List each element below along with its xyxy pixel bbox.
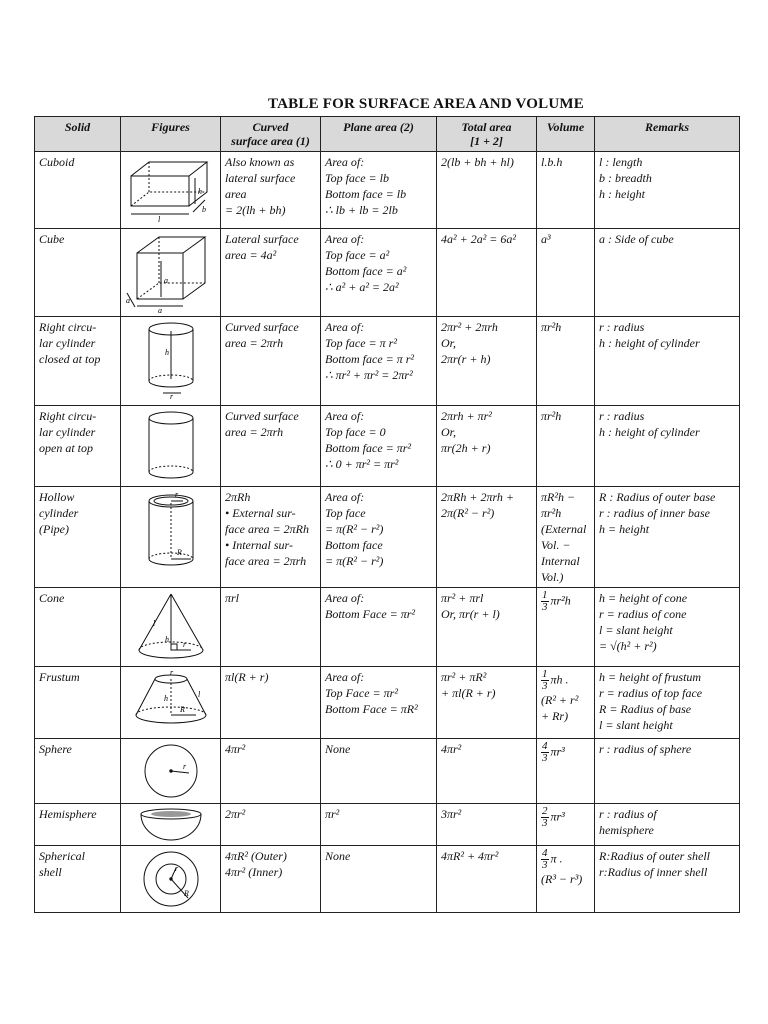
cube-label-a-depth: a — [126, 296, 130, 305]
closed-cylinder-label-r: r — [169, 392, 173, 399]
curved-area-cell — [221, 229, 321, 317]
solid-cell — [35, 317, 121, 406]
total-line: πr(2h + r) — [441, 441, 491, 455]
frustum-label-l: l — [197, 690, 200, 699]
solid-line: open at top — [39, 441, 93, 455]
solid-line: Hollow — [39, 490, 75, 504]
remarks-line: hemisphere — [599, 823, 654, 837]
cone-figure — [131, 590, 211, 664]
volume-expression: πr³ — [550, 744, 565, 759]
plane-line: Bottom face = πr² — [325, 441, 412, 455]
volume-expression: πh . — [550, 672, 569, 687]
total-area-cell — [437, 588, 537, 667]
volume-cell — [537, 804, 595, 846]
volume-extra-line: + Rr) — [541, 709, 569, 723]
volume-cell — [537, 739, 595, 804]
fraction-denominator: 3 — [542, 752, 548, 764]
total-line: 3πr² — [441, 807, 462, 821]
frustum-label-h: h — [163, 694, 168, 703]
plane-area-cell — [321, 846, 437, 913]
curved-line: area — [225, 187, 247, 201]
volume-line: a³ — [541, 232, 551, 246]
remarks-cell — [595, 739, 740, 804]
open-cylinder-figure — [141, 408, 201, 484]
fraction-numerator: 2 — [542, 805, 548, 817]
solid-line: Cube — [39, 232, 65, 246]
plane-line: Area of: — [325, 320, 365, 334]
sphere-label-r: r — [182, 762, 186, 771]
curved-line: πrl — [225, 591, 240, 605]
total-area-cell — [437, 406, 537, 487]
remarks-line: h : height — [599, 187, 645, 201]
plane-line: None — [325, 742, 351, 756]
remarks-line: r:Radius of inner shell — [599, 865, 708, 879]
header-volume: Volume — [537, 117, 595, 152]
curved-line: πl(R + r) — [225, 670, 269, 684]
solid-line: Sphere — [39, 742, 72, 756]
fraction-numerator: 1 — [542, 589, 548, 601]
solid-line: Right circu- — [39, 409, 97, 423]
curved-area-cell — [221, 739, 321, 804]
total-area-cell — [437, 667, 537, 739]
total-line: 2πr(r + h) — [441, 352, 491, 366]
curved-line: Curved surface — [225, 320, 299, 334]
total-area-cell — [437, 229, 537, 317]
total-line: 4a² + 2a² = 6a² — [441, 232, 516, 246]
remarks-line: R:Radius of outer shell — [599, 849, 710, 863]
figure-cell — [121, 229, 221, 317]
curved-line: area = 2πrh — [225, 425, 284, 439]
curved-line: face area = 2πRh — [225, 522, 309, 536]
solid-cell — [35, 487, 121, 588]
volume-cell — [537, 152, 595, 229]
curved-line: lateral surface — [225, 171, 296, 185]
fraction — [541, 848, 549, 871]
frustum-label-r: r — [169, 669, 173, 677]
remarks-line: r : radius of — [599, 807, 657, 821]
volume-extra-line: (R² + r² — [541, 693, 579, 707]
remarks-cell — [595, 317, 740, 406]
plane-area-cell — [321, 487, 437, 588]
remarks-cell — [595, 804, 740, 846]
volume-line: Vol.) — [541, 570, 564, 584]
fraction-denominator: 3 — [542, 859, 548, 871]
remarks-line: l = slant height — [599, 718, 673, 732]
total-line: 2πrh + πr² — [441, 409, 492, 423]
remarks-line: r : radius — [599, 320, 645, 334]
plane-line: Bottom face — [325, 538, 383, 552]
cuboid-label-l: l — [158, 215, 161, 224]
cube-label-a-width: a — [158, 306, 162, 313]
table-row — [35, 406, 740, 487]
plane-area-cell — [321, 406, 437, 487]
remarks-cell — [595, 667, 740, 739]
plane-line: Top face = 0 — [325, 425, 386, 439]
volume-line: πr²h — [541, 409, 562, 423]
remarks-cell — [595, 588, 740, 667]
solid-line: Right circu- — [39, 320, 97, 334]
plane-line: Top face = π r² — [325, 336, 397, 350]
remarks-line: r : radius of inner base — [599, 506, 710, 520]
shell-label-r: r — [174, 864, 178, 873]
fraction — [541, 590, 549, 613]
fraction-denominator: 3 — [542, 817, 548, 829]
total-line: Or, — [441, 425, 457, 439]
remarks-line: h : height of cylinder — [599, 425, 700, 439]
total-area-cell — [437, 739, 537, 804]
table-row — [35, 846, 740, 913]
curved-area-cell — [221, 487, 321, 588]
solid-line: Frustum — [39, 670, 80, 684]
curved-line: 4πr² (Inner) — [225, 865, 283, 879]
remarks-line: h : height of cylinder — [599, 336, 700, 350]
volume-formula — [541, 669, 590, 692]
plane-area-cell — [321, 739, 437, 804]
plane-line: Bottom face = π r² — [325, 352, 415, 366]
plane-area-cell — [321, 588, 437, 667]
solid-line: Cone — [39, 591, 65, 605]
curved-line: face area = 2πrh — [225, 554, 307, 568]
solid-cell — [35, 588, 121, 667]
total-area-cell — [437, 804, 537, 846]
curved-line: Also known as — [225, 155, 295, 169]
total-line: 2πr² + 2πrh — [441, 320, 498, 334]
remarks-line: r = radius of cone — [599, 607, 687, 621]
remarks-line: R : Radius of outer base — [599, 490, 716, 504]
total-line: πr² + πR² — [441, 670, 487, 684]
figure-cell — [121, 846, 221, 913]
volume-cell — [537, 846, 595, 913]
remarks-cell — [595, 846, 740, 913]
volume-cell — [537, 406, 595, 487]
fraction-denominator: 3 — [542, 601, 548, 613]
cuboid-figure — [125, 154, 217, 226]
total-area-cell — [437, 317, 537, 406]
curved-line: • Internal sur- — [225, 538, 293, 552]
curved-area-cell — [221, 317, 321, 406]
curved-area-cell — [221, 588, 321, 667]
plane-line: Area of: — [325, 670, 365, 684]
header-total-line2: [1 + 2] — [470, 134, 503, 148]
curved-area-cell — [221, 152, 321, 229]
total-area-cell — [437, 487, 537, 588]
total-line: 4πr² — [441, 742, 462, 756]
solid-line: Cuboid — [39, 155, 75, 169]
plane-area-cell — [321, 804, 437, 846]
volume-line: πr²h — [541, 506, 562, 520]
solid-cell — [35, 739, 121, 804]
header-solid: Solid — [35, 117, 121, 152]
volume-cell — [537, 588, 595, 667]
table-row — [35, 588, 740, 667]
remarks-cell — [595, 487, 740, 588]
figure-cell — [121, 667, 221, 739]
plane-area-cell — [321, 229, 437, 317]
table-row — [35, 667, 740, 739]
plane-line: ∴ a² + a² = 2a² — [325, 280, 399, 294]
hemisphere-figure — [135, 806, 207, 842]
table-row — [35, 487, 740, 588]
cone-label-h: h — [164, 635, 169, 644]
remarks-line: R = Radius of base — [599, 702, 692, 716]
closed-cylinder-figure — [141, 319, 201, 399]
volume-expression: πr²h — [550, 593, 571, 608]
solid-cell — [35, 229, 121, 317]
header-row — [35, 117, 740, 152]
spherical-shell-figure — [138, 848, 204, 910]
volume-line: l.b.h — [541, 155, 563, 169]
figure-cell — [121, 152, 221, 229]
cuboid-label-b: b — [202, 205, 206, 214]
fraction-numerator: 1 — [542, 668, 548, 680]
plane-line: Bottom face = a² — [325, 264, 407, 278]
curved-line: 4πr² — [225, 742, 246, 756]
remarks-line: r : radius of sphere — [599, 742, 692, 756]
volume-cell — [537, 229, 595, 317]
remarks-cell — [595, 406, 740, 487]
fraction — [541, 741, 549, 764]
table-row — [35, 317, 740, 406]
volume-extra-line: (R³ − r³) — [541, 872, 583, 886]
remarks-line: h = height of cone — [599, 591, 688, 605]
fraction-numerator: 4 — [542, 847, 548, 859]
total-line: 2π(R² − r²) — [441, 506, 495, 520]
volume-cell — [537, 667, 595, 739]
curved-line: 2πr² — [225, 807, 246, 821]
plane-line: Bottom Face = πR² — [325, 702, 418, 716]
remarks-cell — [595, 152, 740, 229]
curved-line: = 2(lh + bh) — [225, 203, 286, 217]
curved-line: • External sur- — [225, 506, 296, 520]
remarks-cell — [595, 229, 740, 317]
fraction-denominator: 3 — [542, 680, 548, 692]
plane-line: ∴ 0 + πr² = πr² — [325, 457, 399, 471]
cone-label-r: r — [182, 640, 186, 649]
frustum-figure — [130, 669, 212, 729]
plane-area-cell — [321, 317, 437, 406]
plane-line: Top face = a² — [325, 248, 390, 262]
plane-area-cell — [321, 152, 437, 229]
figure-cell — [121, 588, 221, 667]
total-line: + πl(R + r) — [441, 686, 496, 700]
solid-cell — [35, 846, 121, 913]
plane-line: Area of: — [325, 409, 365, 423]
volume-line: Vol. − — [541, 538, 571, 552]
remarks-line: h = height — [599, 522, 650, 536]
remarks-line: = √(h² + r²) — [599, 639, 657, 653]
solid-cell — [35, 152, 121, 229]
header-total-line1: Total area — [461, 120, 512, 134]
fraction-numerator: 4 — [542, 740, 548, 752]
volume-formula — [541, 806, 590, 829]
table-row — [35, 229, 740, 317]
solid-line: lar cylinder — [39, 336, 96, 350]
figure-cell — [121, 317, 221, 406]
header-curved-line1: Curved — [252, 120, 289, 134]
solid-cell — [35, 804, 121, 846]
figure-cell — [121, 406, 221, 487]
volume-cell — [537, 487, 595, 588]
cube-label-a-height: a — [164, 276, 168, 285]
volume-line: πR²h − — [541, 490, 576, 504]
closed-cylinder-label-h: h — [164, 348, 169, 357]
volume-expression: π . — [550, 851, 563, 866]
figure-cell — [121, 487, 221, 588]
total-area-cell — [437, 152, 537, 229]
volume-formula — [541, 741, 590, 764]
hollow-cylinder-label-r: r — [174, 490, 178, 499]
plane-area-cell — [321, 667, 437, 739]
volume-cell — [537, 317, 595, 406]
solid-line: (Pipe) — [39, 522, 69, 536]
total-area-cell — [437, 846, 537, 913]
curved-area-cell — [221, 406, 321, 487]
hollow-cylinder-label-R: R — [176, 548, 182, 557]
plane-line: Area of: — [325, 490, 365, 504]
header-remarks: Remarks — [595, 117, 740, 152]
solid-line: lar cylinder — [39, 425, 96, 439]
sphere-figure — [139, 741, 203, 801]
header-figures: Figures — [121, 117, 221, 152]
curved-line: 4πR² (Outer) — [225, 849, 287, 863]
surface-area-volume-table — [34, 116, 740, 913]
total-line: 2(lb + bh + hl) — [441, 155, 514, 169]
curved-line: 2πRh — [225, 490, 251, 504]
curved-line: area = 2πrh — [225, 336, 284, 350]
curved-area-cell — [221, 846, 321, 913]
plane-line: ∴ lb + lb = 2lb — [325, 203, 398, 217]
figure-cell — [121, 739, 221, 804]
frustum-label-R: R — [179, 705, 185, 714]
curved-area-cell — [221, 667, 321, 739]
plane-line: = π(R² − r²) — [325, 522, 384, 536]
plane-line: Area of: — [325, 591, 365, 605]
plane-line: Top face — [325, 506, 366, 520]
shell-label-R: R — [183, 889, 189, 898]
plane-line: ∴ πr² + πr² = 2πr² — [325, 368, 413, 382]
header-curved — [221, 117, 321, 152]
header-plane: Plane area (2) — [321, 117, 437, 152]
fraction — [541, 669, 549, 692]
curved-line: Lateral surface — [225, 232, 299, 246]
table-row — [35, 804, 740, 846]
plane-line: Bottom Face = πr² — [325, 607, 416, 621]
page-title: TABLE FOR SURFACE AREA AND VOLUME — [268, 96, 584, 112]
curved-area-cell — [221, 804, 321, 846]
remarks-line: l : length — [599, 155, 643, 169]
remarks-line: l = slant height — [599, 623, 673, 637]
cuboid-label-h: h — [198, 187, 202, 196]
curved-line: Curved surface — [225, 409, 299, 423]
remarks-line: b : breadth — [599, 171, 652, 185]
table-body — [35, 152, 740, 913]
solid-line: Hemisphere — [39, 807, 97, 821]
total-line: Or, — [441, 336, 457, 350]
plane-line: Area of: — [325, 155, 365, 169]
plane-line: Area of: — [325, 232, 365, 246]
total-line: 2πRh + 2πrh + — [441, 490, 515, 504]
volume-expression: πr³ — [550, 809, 565, 824]
table-row — [35, 152, 740, 229]
solid-line: cylinder — [39, 506, 79, 520]
plane-line: Bottom face = lb — [325, 187, 407, 201]
volume-formula — [541, 590, 590, 613]
remarks-line: h = height of frustum — [599, 670, 702, 684]
plane-line: = π(R² − r²) — [325, 554, 384, 568]
plane-line: Top face = lb — [325, 171, 389, 185]
plane-line: Top Face = πr² — [325, 686, 398, 700]
solid-line: Spherical — [39, 849, 85, 863]
hollow-cylinder-figure — [141, 489, 201, 575]
solid-cell — [35, 667, 121, 739]
remarks-line: r = radius of top face — [599, 686, 703, 700]
solid-cell — [35, 406, 121, 487]
remarks-line: a : Side of cube — [599, 232, 674, 246]
remarks-line: r : radius — [599, 409, 645, 423]
header-total — [437, 117, 537, 152]
total-line: 4πR² + 4πr² — [441, 849, 499, 863]
total-line: Or, πr(r + l) — [441, 607, 500, 621]
volume-line: πr²h — [541, 320, 562, 334]
volume-line: Internal — [541, 554, 580, 568]
curved-line: area = 4a² — [225, 248, 277, 262]
table-row — [35, 739, 740, 804]
plane-line: πr² — [325, 807, 340, 821]
solid-line: closed at top — [39, 352, 101, 366]
solid-line: shell — [39, 865, 62, 879]
volume-formula — [541, 848, 590, 871]
cone-label-l: l — [152, 619, 155, 628]
volume-line: (External — [541, 522, 587, 536]
plane-line: None — [325, 849, 351, 863]
total-line: πr² + πrl — [441, 591, 484, 605]
figure-cell — [121, 804, 221, 846]
header-curved-line2: surface area (1) — [231, 134, 310, 148]
fraction — [541, 806, 549, 829]
cube-figure — [125, 231, 217, 313]
